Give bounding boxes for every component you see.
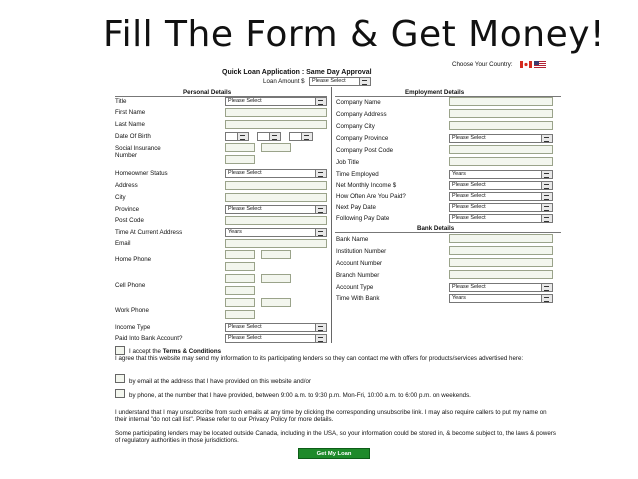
lenders-note-text: Some participating lenders may be located outside Canada, including in the USA, so your information could be stored in, & become subject to, the laws & powers of regulatory authorities in those jurisdictions. [115,430,556,444]
chevron-down-icon [315,206,326,213]
company-province-select[interactable]: Please Select [449,134,553,143]
terms-conditions-link[interactable]: Terms & Conditions [162,348,222,355]
chevron-down-icon [541,204,552,211]
time-employed-label: Time Employed [336,171,379,178]
account-number-field[interactable] [449,258,553,267]
province-select[interactable]: Please Select [225,205,327,214]
time-employed-select[interactable]: Years [449,170,553,179]
time-at-address-select[interactable]: Years [225,228,327,237]
time-at-address-label: Time At Current Address [115,229,183,236]
chevron-down-icon [315,324,326,331]
branch-number-field[interactable] [449,270,553,279]
postcode-field[interactable] [225,216,327,225]
sin-part-1-field[interactable] [225,143,255,152]
home-phone-prefix-field[interactable] [261,250,291,259]
dob-label: Date Of Birth [115,133,151,140]
company-province-label: Company Province [336,135,389,142]
company-city-label: Company City [336,123,375,130]
chevron-down-icon [315,170,326,177]
company-address-field[interactable] [449,109,553,118]
email-consent-text: by email at the address that I have provided on this website and/or [129,378,311,385]
chevron-down-icon [541,135,552,142]
dob-year-select[interactable] [289,132,313,141]
chevron-down-icon [359,78,370,85]
company-address-label: Company Address [336,111,387,118]
canada-flag-icon[interactable] [520,61,532,68]
company-name-label: Company Name [336,99,381,106]
usa-flag-icon[interactable] [534,61,546,68]
institution-number-field[interactable] [449,246,553,255]
postcode-label: Post Code [115,217,144,224]
dob-day-select[interactable] [225,132,249,141]
agree-text: I agree that this website may send my information to its participating lenders so they can contact me with offers for products/services advertised here: [115,355,524,362]
home-phone-label: Home Phone [115,256,152,263]
cell-phone-line-field[interactable] [225,286,255,295]
choose-country-label: Choose Your Country: [452,61,513,68]
city-field[interactable] [225,193,327,202]
home-phone-line-field[interactable] [225,262,255,271]
income-type-select[interactable]: Please Select [225,323,327,332]
home-phone-area-field[interactable] [225,250,255,259]
how-often-paid-select[interactable]: Please Select [449,192,553,201]
sin-part-3-field[interactable] [225,155,255,164]
time-with-bank-label: Time With Bank [336,295,380,302]
title-select[interactable]: Please Select [225,97,327,106]
chevron-down-icon [269,133,280,140]
chevron-down-icon [301,133,312,140]
last-name-field[interactable] [225,120,327,129]
first-name-field[interactable] [225,108,327,117]
paid-into-bank-label: Paid Into Bank Account? [115,335,183,342]
homeowner-select[interactable]: Please Select [225,169,327,178]
account-number-label: Account Number [336,260,383,267]
institution-number-label: Institution Number [336,248,387,255]
paid-into-bank-select[interactable]: Please Select [225,334,327,343]
company-postcode-field[interactable] [449,145,553,154]
column-divider [331,87,332,343]
chevron-down-icon [541,215,552,222]
time-with-bank-select[interactable]: Years [449,294,553,303]
how-often-paid-label: How Often Are You Paid? [336,193,406,200]
last-name-label: Last Name [115,121,145,128]
cell-phone-prefix-field[interactable] [261,274,291,283]
chevron-down-icon [315,98,326,105]
address-field[interactable] [225,181,327,190]
work-phone-area-field[interactable] [225,298,255,307]
dob-month-select[interactable] [257,132,281,141]
address-label: Address [115,182,138,189]
account-type-select[interactable]: Please Select [449,283,553,292]
loan-amount-label: Loan Amount $ [263,78,305,85]
chevron-down-icon [315,229,326,236]
net-income-select[interactable]: Please Select [449,181,553,190]
email-field[interactable] [225,239,327,248]
bank-details-header: Bank Details [417,225,455,232]
get-my-loan-button[interactable]: Get My Loan [298,448,370,459]
bank-name-field[interactable] [449,234,553,243]
bank-name-label: Bank Name [336,236,369,243]
email-consent-checkbox[interactable] [115,374,125,383]
cell-phone-label: Cell Phone [115,282,146,289]
work-phone-label: Work Phone [115,307,149,314]
email-label: Email [115,240,131,247]
next-pay-date-label: Next Pay Date [336,204,376,211]
city-label: City [115,194,126,201]
chevron-down-icon [541,284,552,291]
following-pay-date-select[interactable]: Please Select [449,214,553,223]
cell-phone-area-field[interactable] [225,274,255,283]
chevron-down-icon [541,182,552,189]
job-title-field[interactable] [449,157,553,166]
chevron-down-icon [541,295,552,302]
loan-form-screenshot [115,59,561,479]
homeowner-label: Homeowner Status [115,170,168,177]
net-income-label: Net Monthly Income $ [336,182,397,189]
unsubscribe-text: I understand that I may unsubscribe from such emails at any time by clicking the corresponding unsubscribe link. I may also require callers to put my name on their internal "do not call list". Please refer to our Privacy Policy for more details. [115,409,547,423]
company-name-field[interactable] [449,97,553,106]
chevron-down-icon [541,193,552,200]
income-type-label: Income Type [115,324,151,331]
chevron-down-icon [315,335,326,342]
phone-consent-checkbox[interactable] [115,389,125,398]
employment-details-header: Employment Details [405,89,465,96]
branch-number-label: Branch Number [336,272,380,279]
work-phone-line-field[interactable] [225,310,255,319]
loan-amount-select[interactable]: Please Select [309,77,371,86]
province-label: Province [115,206,140,213]
form-heading: Quick Loan Application : Same Day Approval [222,69,372,76]
next-pay-date-select[interactable]: Please Select [449,203,553,212]
slide-title: Fill The Form & Get Money! [103,14,605,55]
accept-terms-checkbox[interactable] [115,346,125,355]
accept-terms-text: I accept the Terms & Conditions [129,348,222,355]
chevron-down-icon [237,133,248,140]
work-phone-prefix-field[interactable] [261,298,291,307]
sin-part-2-field[interactable] [261,143,291,152]
following-pay-date-label: Following Pay Date [336,215,390,222]
divider [335,232,561,233]
company-city-field[interactable] [449,121,553,130]
title-label: Title [115,98,127,105]
personal-details-header: Personal Details [183,89,232,96]
phone-consent-text: by phone, at the number that I have provided, between 9:00 a.m. to 9:30 p.m. Mon-Fri, 10:00 a.m. to 6:00 p.m. on weekends. [129,392,471,399]
job-title-label: Job Title [336,159,360,166]
chevron-down-icon [541,171,552,178]
sin-label: Social Insurance Number [115,145,161,159]
first-name-label: First Name [115,109,146,116]
account-type-label: Account Type [336,284,374,291]
company-postcode-label: Company Post Code [336,147,394,154]
